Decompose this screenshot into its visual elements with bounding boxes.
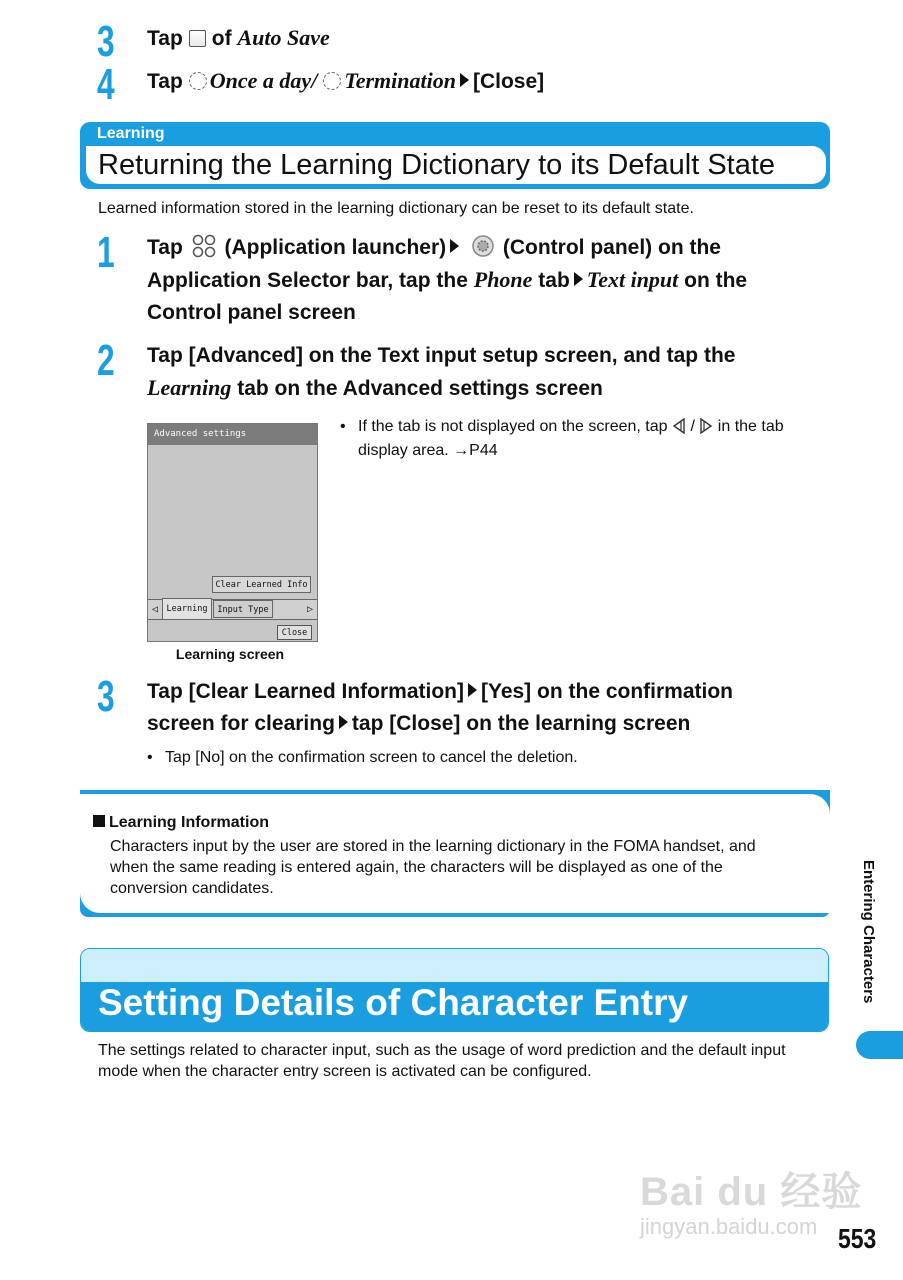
step-text: tab on the Advanced settings screen [237,377,603,400]
step-text: Control panel screen [147,301,356,324]
side-tab-label: Entering Characters [860,860,877,1004]
arrow-right-icon [450,239,459,253]
section-title: Returning the Learning Dictionary to its Default State [98,149,776,181]
arrow-right-icon [468,683,477,697]
arrow-right-icon [574,272,583,286]
step-3b-text [147,676,827,740]
screen-title-bar: Advanced settings [148,424,317,445]
watermark-url: jingyan.baidu.com [640,1214,818,1239]
tab-note: • If the tab is not displayed on the screen, tap / in the tab display area. →P44 [340,418,784,459]
side-tab-marker [856,1031,903,1059]
step-text: (Application launcher) [224,236,447,259]
watermark-logo: Bai du 经验 [640,1170,863,1214]
note-text: If the tab is not displayed on the screen, tap [358,418,668,435]
app-launcher-icon [191,234,217,258]
section2-header-top [81,949,829,982]
tab-learning[interactable]: Learning [162,598,212,619]
section2-line: mode when the character entry screen is activated can be configured. [98,1063,592,1080]
step-text: Tap [Clear Learned Information] [147,680,464,703]
info-box-title [93,813,269,833]
tab-scroll-left[interactable]: ◁ [151,604,159,615]
control-panel-icon [471,234,495,258]
note-text: display area. [358,442,449,459]
step-number: 3 [97,672,115,721]
step-number: 1 [97,228,115,277]
section-title-box [86,146,826,184]
arrow-right-icon [339,715,348,729]
step-text: Tap [147,27,183,50]
screen-caption: Learning screen [175,646,285,662]
step-number: 3 [97,17,115,66]
checkbox-icon [189,30,206,47]
step-text: on the [684,269,748,292]
step-3-text [147,22,330,55]
phone-tab-label: Phone [473,267,533,292]
square-bullet-icon [93,815,105,827]
note-text: Tap [No] on the confirmation screen to cancel the deletion. [165,749,578,766]
section2-header [80,948,829,1032]
auto-save-label: Auto Save [237,25,330,50]
termination-label: Termination [344,68,456,93]
step-1-text [147,232,827,329]
section-intro: Learned information stored in the learning dictionary can be reset to its default state. [98,200,694,217]
note-slash: / [690,418,695,435]
info-title-text: Learning Information [109,814,269,831]
section-header [80,122,830,189]
step-number: 4 [97,60,115,109]
right-arrow-icon [699,418,713,434]
screen-close-button[interactable]: Close [277,625,312,640]
step-text: [Yes] on the confirmation [480,680,734,703]
text-input-label: Text input [586,267,679,292]
info-line: conversion candidates. [110,880,274,897]
clear-learned-info-button[interactable]: Clear Learned Info [212,576,311,593]
radio-icon [189,72,207,90]
step-text: tap [Close] on the learning screen [351,712,691,735]
page-number: 553 [838,1223,877,1254]
step-number: 2 [97,336,115,385]
learning-screen-image [147,423,318,642]
close-label: [Close] [472,70,545,93]
info-line: Characters input by the user are stored in the learning dictionary in the FOMA handset, and [110,838,756,855]
step-text: Application Selector bar, tap the [147,269,468,292]
section2-line: The settings related to character input, such as the usage of word prediction and the default input [98,1042,786,1059]
radio-icon [323,72,341,90]
info-line: when the same reading is entered again, the characters will be displayed as one of the [110,859,723,876]
page-reference-link[interactable]: →P44 [453,442,498,459]
step-text: screen for clearing [147,712,335,735]
once-a-day-label: Once a day/ [209,68,318,93]
step-text: Tap [Advanced] on the Text input setup screen, and tap the [147,344,736,367]
step-text: Tap [147,236,183,259]
step-3-note: • Tap [No] on the confirmation screen to cancel the deletion. [147,749,578,766]
step-text: Tap [147,70,183,93]
learning-tab-label: Learning [147,375,232,400]
step-text: of [211,27,232,50]
step-text: tab [538,269,570,292]
tab-scroll-right[interactable]: ▷ [306,604,314,615]
left-arrow-icon [672,418,686,434]
note-text: in the tab [717,418,784,435]
section-tag: Learning [97,125,165,142]
step-text: (Control panel) on the [502,236,721,259]
arrow-right-icon [460,73,469,87]
section2-title: Setting Details of Character Entry [98,982,689,1023]
tab-input-type[interactable]: Input Type [213,600,273,618]
step-2-text [147,340,827,405]
step-4-text [147,65,544,98]
